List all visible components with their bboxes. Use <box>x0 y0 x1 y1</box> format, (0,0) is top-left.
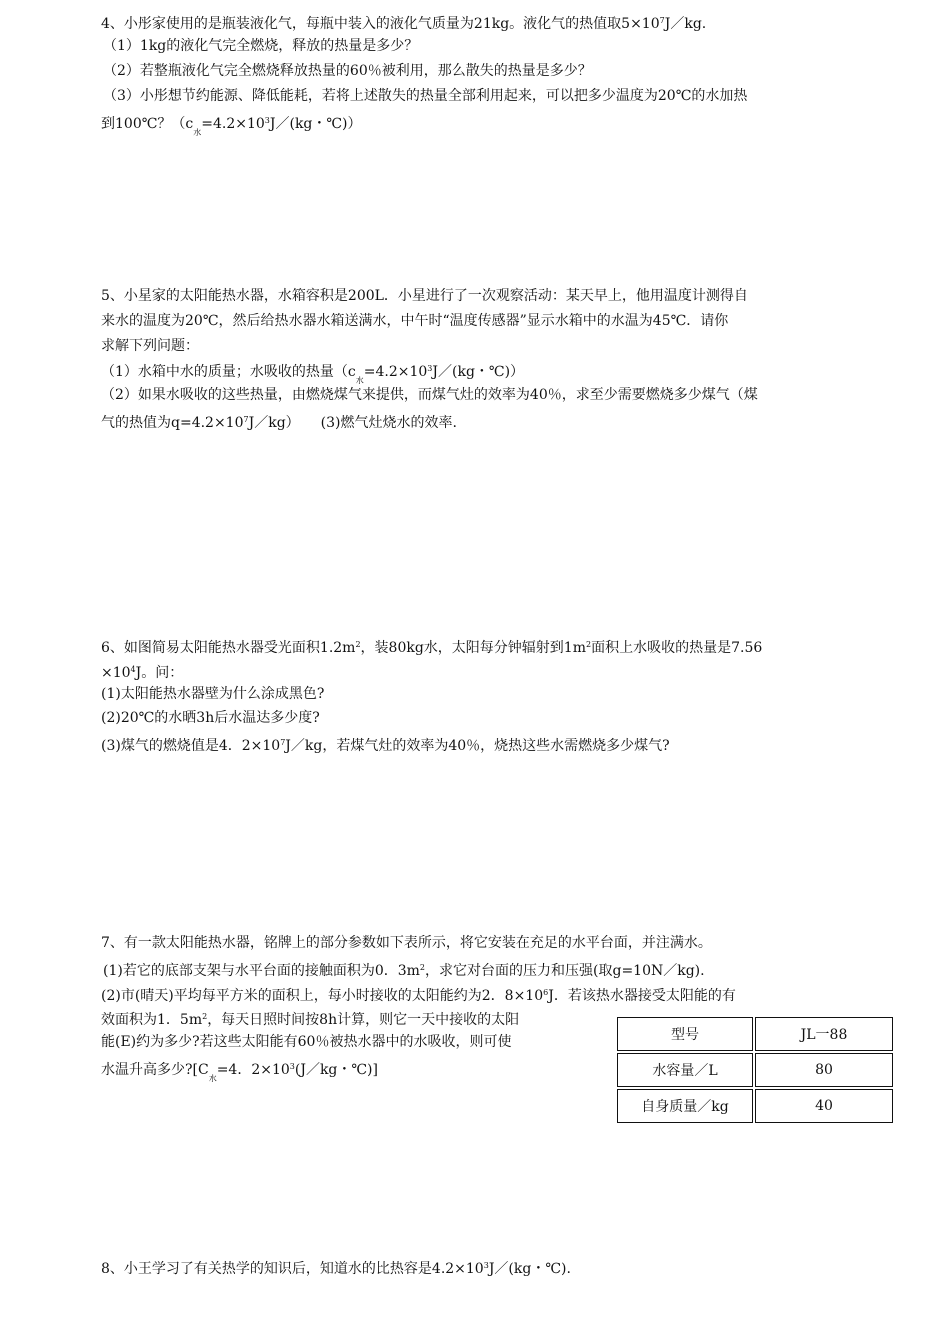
q6-part1: (1)太阳能热水器壁为什么涂成黑色? <box>101 686 325 702</box>
q5-part2: （2）如果水吸收的这些热量，由燃烧煤气来提供，而煤气灶的效率为40％，求至少需要燃烧多少煤气（煤 <box>101 387 758 403</box>
q7-part2-line3: 能(E)约为多少?若这些太阳能有60％被热水器中的水吸收，则可使 <box>101 1034 512 1050</box>
q7-part2-line2: 效面积为1．$5m^2$，每天日照时间按8h计算，则它一天中接收的太阳 <box>101 1012 520 1028</box>
q6-part3: (3)煤气的燃烧值是4．$2\times 10^7J/kg$，若煤气灶的效率为40％，烧热这些水需燃烧多少煤气? <box>101 738 670 754</box>
q4-part3: （3）小彤想节约能源、降低能耗，若将上述散失的热量全部利用起来，可以把多少温度为20℃的水加热 <box>103 88 748 104</box>
q4-part1: （1）1kg的液化气完全燃烧，释放的热量是多少？ <box>103 38 419 54</box>
q7-part2-line4: 水温升高多少$?[C_水=4$．$2\times 10^3(J/kg$・℃)] <box>101 1062 378 1083</box>
q5-part2-cont: 气的热值为$q=4.2\times 10^7J/kg$） (3)燃气灶烧水的效率. <box>101 415 457 431</box>
table-cell-label: 水容量／L <box>617 1053 753 1087</box>
q4-part2: （2）若整瓶液化气完全燃烧释放热量的60％被利用，那么散失的热量是多少？ <box>103 63 592 79</box>
q5-stem-line1: 5、小星家的太阳能热水器，水箱容积是200L．小星进行了一次观察活动：某天早上，他用温度计测得自 <box>101 288 748 304</box>
q5-stem-line3: 求解下列问题： <box>101 338 199 354</box>
q7-part2-line1: (2)市(晴天)平均每平方米的面积上，每小时接收的太阳能约为2．$8\times 10^6J$．若该热水器接受太阳能的有 <box>101 988 736 1004</box>
table-cell-value: JL一88 <box>755 1017 893 1051</box>
table-cell-value: 80 <box>755 1053 893 1087</box>
q5-part1: （1）水箱中水的质量；水吸收的热量（$c_水=4.2\times 10^3J/(kg$・℃)） <box>101 364 525 385</box>
q6-stem-line1: 6、如图简易太阳能热水器受光面积$1.2m^2$，装80kg水，太阳每分钟辐射到$1m^2$面积上水吸收的热量是7.56 <box>101 640 763 656</box>
table-cell-label: 型号 <box>617 1017 753 1051</box>
q6-stem-line2: $\times 10^4J$。问： <box>101 665 184 681</box>
q6-part2: (2)20℃的水晒3h后水温达多少度? <box>101 710 320 726</box>
q8-stem: 8、小王学习了有关热学的知识后，知道水的比热容是$4.2\times 10^3J/(kg$・℃). <box>101 1261 571 1277</box>
q7-part1: (1)若它的底部支架与水平台面的接触面积为0．$3m^2$，求它对台面的压力和压强(取g=10N／kg). <box>103 963 705 979</box>
q4-stem: 4、小彤家使用的是瓶装液化气，每瓶中装入的液化气质量为21kg。液化气的热值取$5\times 10^7J/kg$. <box>101 16 707 32</box>
q4-part3-cont: 到100℃？（$c_水=4.2\times 10^3J/(kg$・℃)） <box>101 116 362 137</box>
table-row <box>617 1017 893 1051</box>
table-row <box>617 1089 893 1123</box>
q7-stem: 7、有一款太阳能热水器，铭牌上的部分参数如下表所示，将它安装在充足的水平台面，并注满水。 <box>101 935 712 951</box>
table-row <box>617 1053 893 1087</box>
q5-stem-line2: 来水的温度为20℃，然后给热水器水箱送满水，中午时“温度传感器”显示水箱中的水温为45℃．请你 <box>101 313 729 329</box>
table-cell-value: 40 <box>755 1089 893 1123</box>
nameplate-table <box>615 1015 895 1125</box>
table-cell-label: 自身质量／kg <box>617 1089 753 1123</box>
